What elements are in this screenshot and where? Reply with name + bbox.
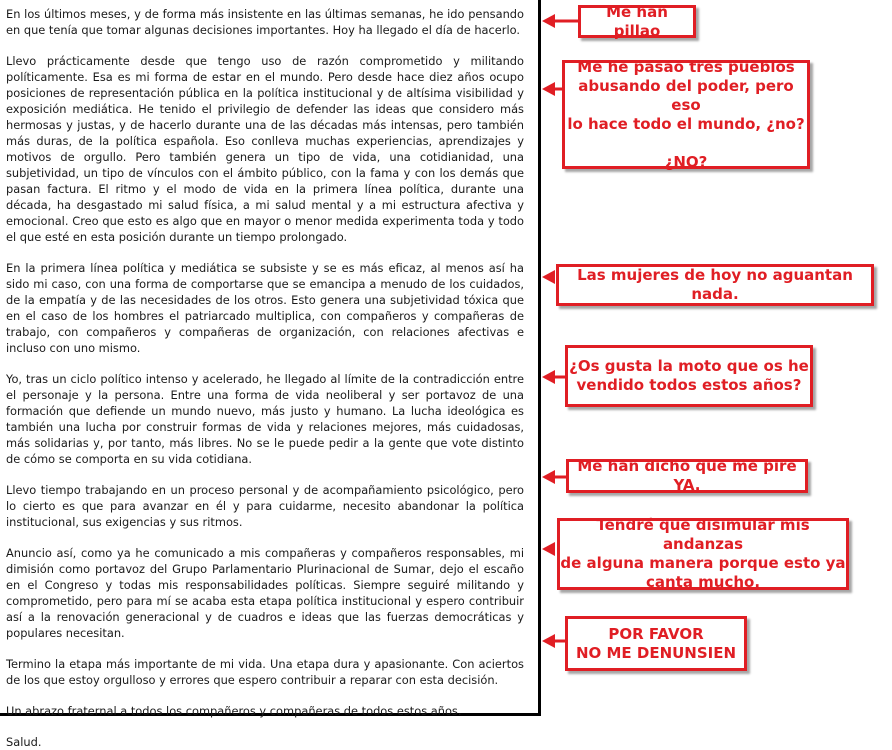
annotation-moto: [565, 345, 813, 407]
annotation-no-denunsien: [565, 616, 747, 671]
annotation-disimular: [557, 518, 849, 590]
letter-paragraph-1: En los últimos meses, y de forma más insistente en las últimas semanas, he ido pensando en que tenía que tomar algunas decisiones importantes. Hoy ha llegado el día de hacerlo.: [6, 7, 524, 37]
annotation-text: POR FAVOR NO ME DENUNSIEN: [575, 624, 737, 662]
annotation-abuso-poder: [562, 57, 810, 171]
annotation-text: Me han dicho que me pire YA.: [577, 457, 797, 494]
letter-paragraph-4: Yo, tras un ciclo político intenso y acelerado, he llegado al límite de la contradicción entre el personaje y la persona. Entre una forma de vida neoliberal y ser portavoz de una formación que defiende un mundo nuevo, más justo y humano. La lucha ideológica es también una lucha por construir formas de vida y relaciones mejores, más cuidadosas, más solidarias y, por tanto, más libres. No se le puede pedir a la gente que vote distinto de cómo se comporta en su vida cotidiana.: [6, 372, 524, 466]
annotation-mujeres: [556, 264, 874, 306]
letter-paragraph-5: Llevo tiempo trabajando en un proceso personal y de acompañamiento psicológico, pero lo cierto es que para avanzar en él y para cuidarme, necesito abandonar la política institucional, sus exigencias y sus ritmos.: [6, 483, 524, 529]
letter-paragraph-9: Salud.: [6, 735, 42, 749]
arrow-icon: [542, 12, 578, 30]
annotation-text: Me han pillao: [606, 2, 668, 40]
arrow-icon: [542, 468, 566, 486]
letter-paragraph-3: En la primera línea política y mediática se subsiste y se es más eficaz, al menos así ha sido mi caso, con una forma de comportarse que se emancipa a menudo de los cuidados, de la empatía y de las necesidades de los otros. Esto genera una subjetividad tóxica que en el caso de los hombres el patriarcado multiplica, con compañeros y compañeras de trabajo, con compañeros y compañeras de organización, con relaciones afectivas e incluso con uno mismo.: [6, 261, 524, 355]
arrow-icon: [542, 80, 564, 98]
letter-paragraph-7: Termino la etapa más importante de mi vida. Una etapa dura y apasionante. Con aciertos de los que estoy orgulloso y errores que espero contribuir a reparar con esta decisión.: [6, 657, 524, 687]
annotation-me-han-pillao: [578, 2, 696, 40]
annotation-text: ¿Os gusta la moto que os he vendido todos estos años?: [569, 357, 809, 394]
annotation-text: Tendré que disimular mis andanzas de alguna manera porque esto ya canta mucho.: [560, 516, 846, 591]
annotation-pire-ya: [566, 459, 808, 493]
annotation-text: Me he pasao tres pueblos abusando del poder, pero eso lo hace todo el mundo, ¿no? ¿NO?: [567, 57, 805, 171]
letter-paragraph-6: Anuncio así, como ya he comunicado a mis compañeras y compañeros responsables, mi dimisión como portavoz del Grupo Parlamentario Plurinacional de Sumar, dejo el escaño en el Congreso y todas mis responsabilidades políticas. Siempre seguiré militando y comprometido, pero para mí se acaba esta etapa política institucional y espero contribuir así a la renovación generacional y de cuadros e ideas que las fuerzas democráticas y populares necesitan.: [6, 546, 524, 640]
letter-paragraph-2: Llevo prácticamente desde que tengo uso de razón comprometido y militando políticamente. Esa es mi forma de estar en el mundo. Pero desde hace diez años ocupo posiciones de representación pública en la política institucional y de altísima visibilidad y exposición mediática. He tenido el privilegio de defender las ideas que considero más hermosas y justas, y de hacerlo durante una de las décadas más intensas, pero también más duras, de la política española. Eso conlleva muchas experiencias, aprendizajes y motivos de orgullo. Pero también genera un tipo de vida, una cotidianidad, una subjetividad, un tipo de vínculos con el ámbito público, con la fama y con los demás que pasan factura. El ritmo y el modo de vida en la primera línea política, durante una década, ha desgastado mi salud física, a mi salud mental y a mi estructura afectiva y emocional. Creo que esto es algo que en mayor o menor medida experimenta toda y todo el que esté en esta posición durante un tiempo prolongado.: [6, 54, 524, 244]
arrow-icon: [542, 632, 566, 650]
arrow-icon: [542, 368, 566, 386]
annotation-text: Las mujeres de hoy no aguantan nada.: [577, 266, 853, 303]
letter-paragraph-8: Un abrazo fraternal a todos los compañeros y compañeras de todos estos años.: [6, 704, 462, 718]
arrow-icon: [542, 540, 558, 558]
